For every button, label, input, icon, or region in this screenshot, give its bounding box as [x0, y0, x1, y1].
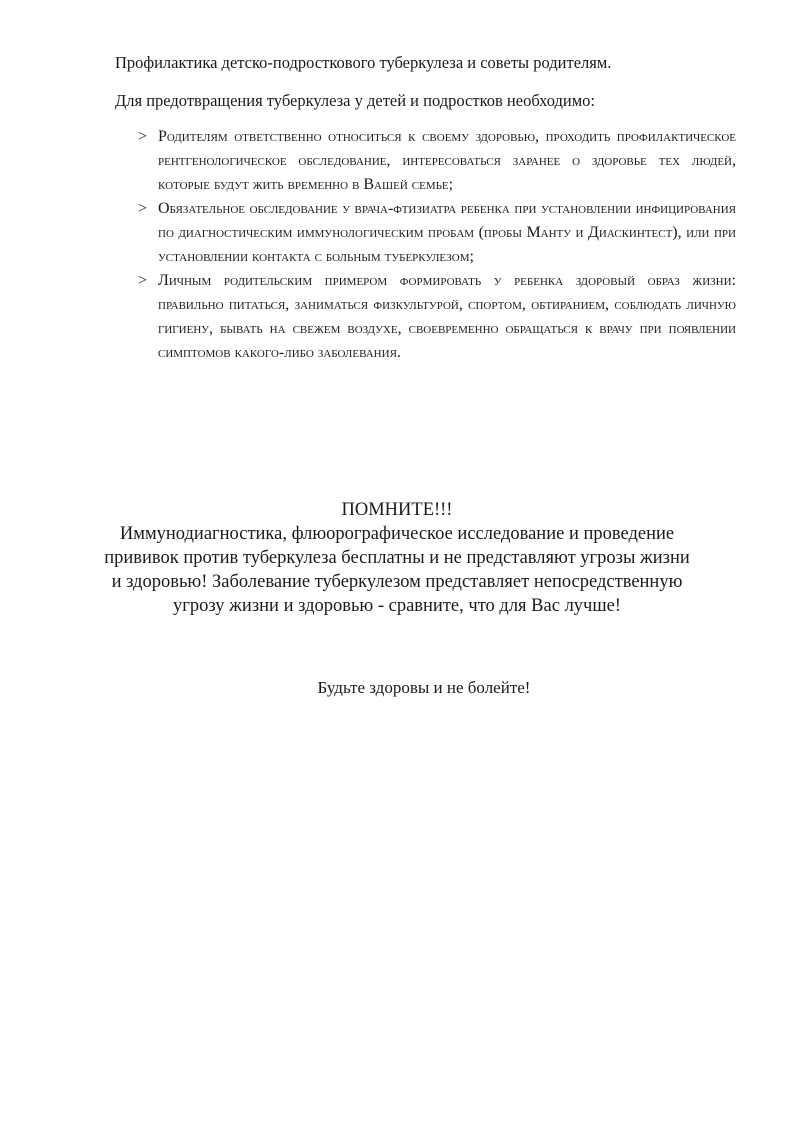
notice-block — [100, 498, 694, 618]
list-item-text: Личным родительским примером формировать у ребенка здоровый образ жизни: правильно питаться, заниматься физкультурой, спортом, обтиранием, соблюдать личную гигиену, бывать на свежем воздухе, своевременно обращаться к врачу при появлении симптомов какого-либо заболевания. — [158, 272, 736, 361]
notice-text: Иммунодиагностика, флюорографическое исследование и проведение прививок против туберкулеза бесплатны и не представляют угрозы жизни и здоровью! Заболевание туберкулезом представляет непосредственную угрозу жизни и здоровью - сравните, что для Вас лучше! — [104, 524, 690, 616]
list-item — [136, 269, 736, 365]
bullet-arrow-icon: > — [138, 128, 148, 145]
bullet-arrow-icon: > — [138, 200, 148, 217]
list-item — [136, 197, 736, 269]
closing-line: Будьте здоровы и не болейте! — [317, 678, 531, 697]
document-title: Профилактика детско-подросткового туберкулеза и советы родителям. — [115, 53, 612, 72]
bullet-arrow-icon: > — [138, 272, 148, 289]
list-item — [136, 125, 736, 197]
intro-paragraph: Для предотвращения туберкулеза у детей и подростков необходимо: — [115, 91, 595, 110]
recommendations-list — [136, 125, 736, 365]
notice-heading: ПОМНИТЕ!!! — [341, 500, 453, 520]
list-item-text: Обязательное обследование у врача-фтизиатра ребенка при установлении инфицирования по диагностическим иммунологическим пробам (пробы Манту и Диаскинтест), или при установлении контакта с больным туберкулезом; — [158, 200, 736, 265]
list-item-text: Родителям ответственно относиться к своему здоровью, проходить профилактическое рентгенологическое обследование, интересоваться заранее о здоровье тех людей, которые будут жить временно в Вашей семье; — [158, 128, 736, 193]
